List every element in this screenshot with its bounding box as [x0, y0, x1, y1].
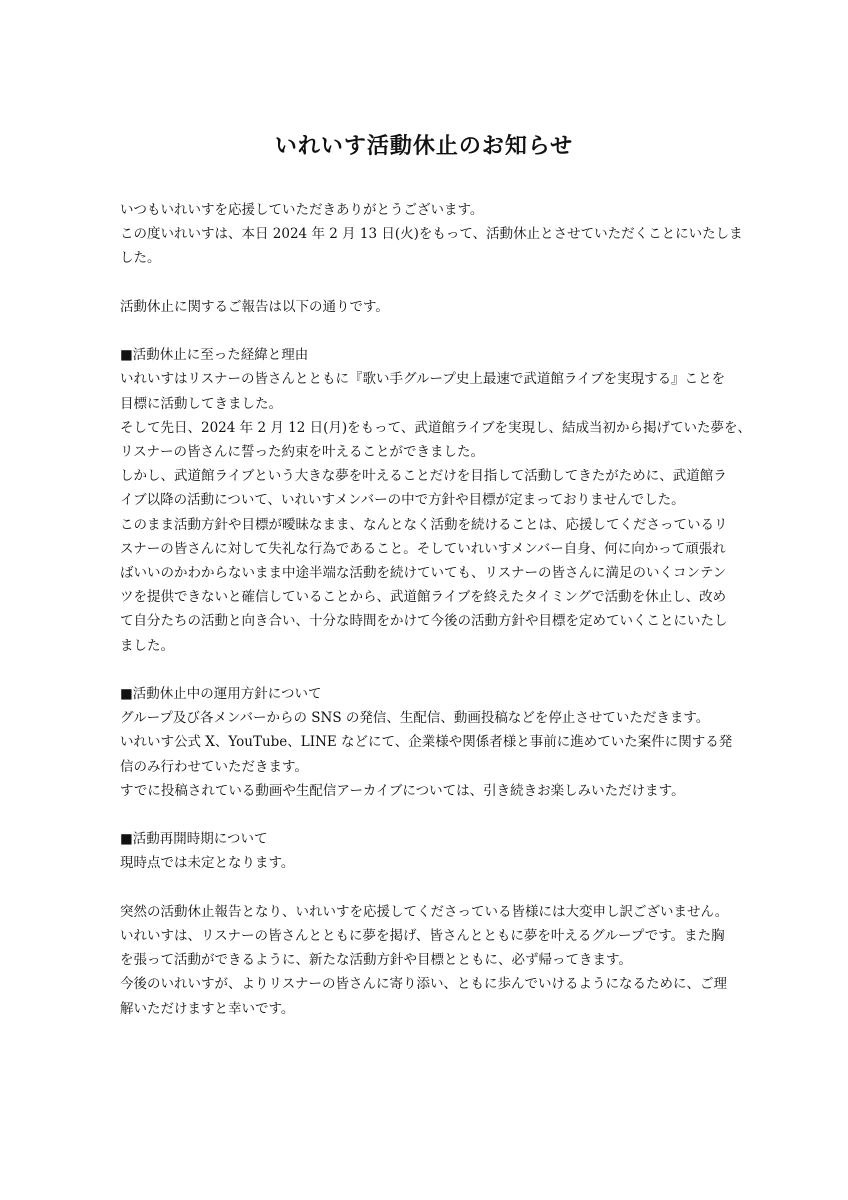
body-line: 突然の活動休止報告となり、いれいすを応援してくださっている皆様には大変申し訳ございません。 [120, 903, 729, 920]
body-line: て自分たちの活動と向き合い、十分な時間をかけて今後の活動方針や目標を定めていくことにいたし [120, 613, 728, 630]
paragraph-gap [120, 319, 732, 343]
body-line: いれいすは、リスナーの皆さんとともに夢を掲げ、皆さんとともに夢を叶えるグループです。また胸 [120, 928, 725, 945]
body-line: このまま活動方針や目標が曖昧なまま、なんとなく活動を続けることは、応援してくださっているリ [120, 516, 728, 533]
body-line: しかし、武道館ライブという大きな夢を叶えることだけを目指して活動してきたがために、武道館ラ [120, 468, 727, 485]
body-line: グループ及び各メンバーからの SNS の発信、生配信、動画投稿などを停止させていただきます。 [120, 710, 710, 727]
body-line: そして先日、2024 年 2 月 12 日(月)をもって、武道館ライブを実現し、結成当初から掲げていた夢を、 [120, 419, 752, 436]
body-line: すでに投稿されている動画や生配信アーカイブについては、引き続きお楽しみいただけます。 [120, 782, 685, 799]
paragraph-gap [120, 803, 732, 827]
body-line: 活動休止に関するご報告は以下の通りです。 [120, 298, 389, 315]
body-line: 目標に活動してきました。 [120, 395, 282, 412]
body-line: ました。 [120, 637, 174, 654]
body-line: この度いれいすは、本日 2024 年 2 月 13 日(火)をもって、活動休止とさせていただくことにいたしま [120, 226, 743, 243]
body-line: いれいすはリスナーの皆さんとともに『歌い手グループ史上最速で武道館ライブを実現する』ことを [120, 371, 726, 388]
document-body [120, 198, 752, 1021]
paragraph-gap [120, 271, 732, 295]
body-line: いれいす公式 X、YouTube、LINE などにて、企業様や関係者様と事前に進めていた案件に関する発 [120, 734, 733, 751]
body-line: 今後のいれいすが、よりリスナーの皆さんに寄り添い、ともに歩んでいけるようになるために、ご理 [120, 976, 727, 993]
paragraph-gap [120, 876, 732, 900]
body-line: した。 [120, 250, 161, 267]
section-heading-reason: ■活動休止に至った経緯と理由 [120, 347, 309, 364]
body-line: 解いただけますと幸いです。 [120, 1000, 295, 1017]
body-line: 信のみ行わせていただきます。 [120, 758, 308, 775]
body-line: イブ以降の活動について、いれいすメンバーの中で方針や目標が定まっておりませんでした。 [120, 492, 685, 509]
body-line: ツを提供できないと確信していることから、武道館ライブを終えたタイミングで活動を休止し、改め [120, 589, 727, 606]
section-heading-policy: ■活動休止中の運用方針について [120, 686, 322, 703]
body-line: スナーの皆さんに対して失礼な行為であること。そしていれいすメンバー自身、何に向かって頑張れ [120, 540, 726, 557]
body-line: リスナーの皆さんに誓った約束を叶えることができました。 [120, 444, 484, 460]
paragraph-gap [120, 658, 732, 682]
body-line: いつもいれいすを応援していただきありがとうございます。 [120, 202, 484, 218]
body-line: 現時点では未定となります。 [120, 855, 295, 872]
body-line: を張って活動ができるように、新たな活動方針や目標とともに、必ず帰ってきます。 [120, 952, 632, 969]
body-line: ばいいのかわからないまま中途半端な活動を続けていても、リスナーの皆さんに満足のいくコンテン [120, 565, 727, 582]
document-title: いれいす活動休止のお知らせ [274, 133, 574, 159]
section-heading-resume: ■活動再開時期について [120, 831, 268, 848]
